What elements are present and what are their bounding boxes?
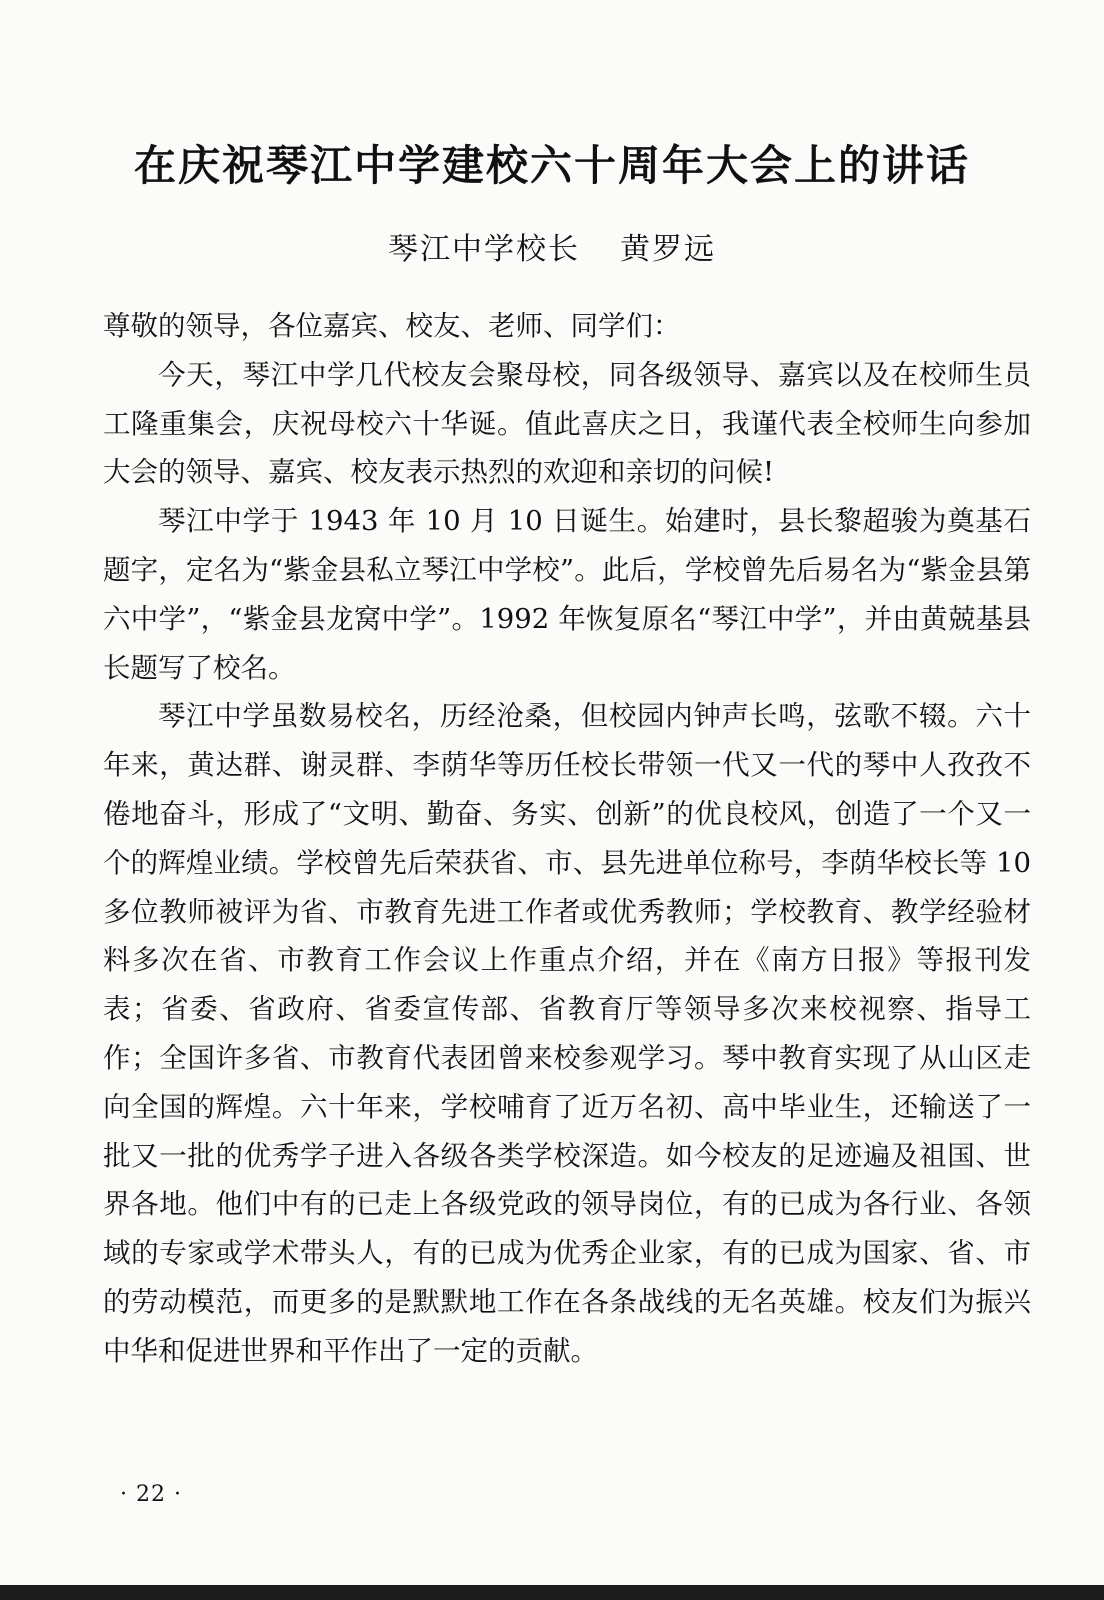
document-title: 在庆祝琴江中学建校六十周年大会上的讲话 [133, 141, 970, 190]
scan-edge-shadow [0, 1585, 1104, 1600]
speech-body [103, 302, 1031, 1376]
author-byline [0, 226, 1104, 274]
salutation: 尊敬的领导，各位嘉宾、校友、老师、同学们： [103, 310, 681, 342]
paragraph-greeting: 今天，琴江中学几代校友会聚母校，同各级领导、嘉宾以及在校师生员工隆重集会，庆祝母校六十华诞。值此喜庆之日，我谨代表全校师生向参加大会的领导、嘉宾、校友表示热烈的欢迎和亲切的问候! [103, 358, 1031, 489]
paragraph-history: 琴江中学于 1943 年 10 月 10 日诞生。始建时，县长黎超骏为奠基石题字，定名为“紫金县私立琴江中学校”。此后，学校曾先后易名为“紫金县第六中学”，“紫金县龙窝中学”。1992 年恢复原名“琴江中学”，并由黄兢基县长题写了校名。 [103, 505, 1031, 684]
page-number: · 22 · [120, 1482, 182, 1507]
paragraph-achievements: 琴江中学虽数易校名，历经沧桑，但校园内钟声长鸣，弦歌不辍。六十年来，黄达群、谢灵群、李荫华等历任校长带领一代又一代的琴中人孜孜不倦地奋斗，形成了“文明、勤奋、务实、创新”的优良校风，创造了一个又一个的辉煌业绩。学校曾先后荣获省、市、县先进单位称号，李荫华校长等 10 多位教师被评为省、市教育先进工作者或优秀教师；学校教育、教学经验材料多次在省、市教育工作会议上作重点介绍，并在《南方日报》等报刊发表；省委、省政府、省委宣传部、省教育厅等领导多次来校视察、指导工作；全国许多省、市教育代表团曾来校参观学习。琴中教育实现了从山区走向全国的辉煌。六十年来，学校哺育了近万名初、高中毕业生，还输送了一批又一批的优秀学子进入各级各类学校深造。如今校友的足迹遍及祖国、世界各地。他们中有的已走上各级党政的领导岗位，有的已成为各行业、各领域的专家或学术带头人，有的已成为优秀企业家，有的已成为国家、省、市的劳动模范，而更多的是默默地工作在各条战线的无名英雄。校友们为振兴中华和促进世界和平作出了一定的贡献。 [103, 700, 1031, 1367]
author-name: 黄罗远 [620, 232, 716, 267]
author-position: 琴江中学校长 [388, 232, 580, 267]
